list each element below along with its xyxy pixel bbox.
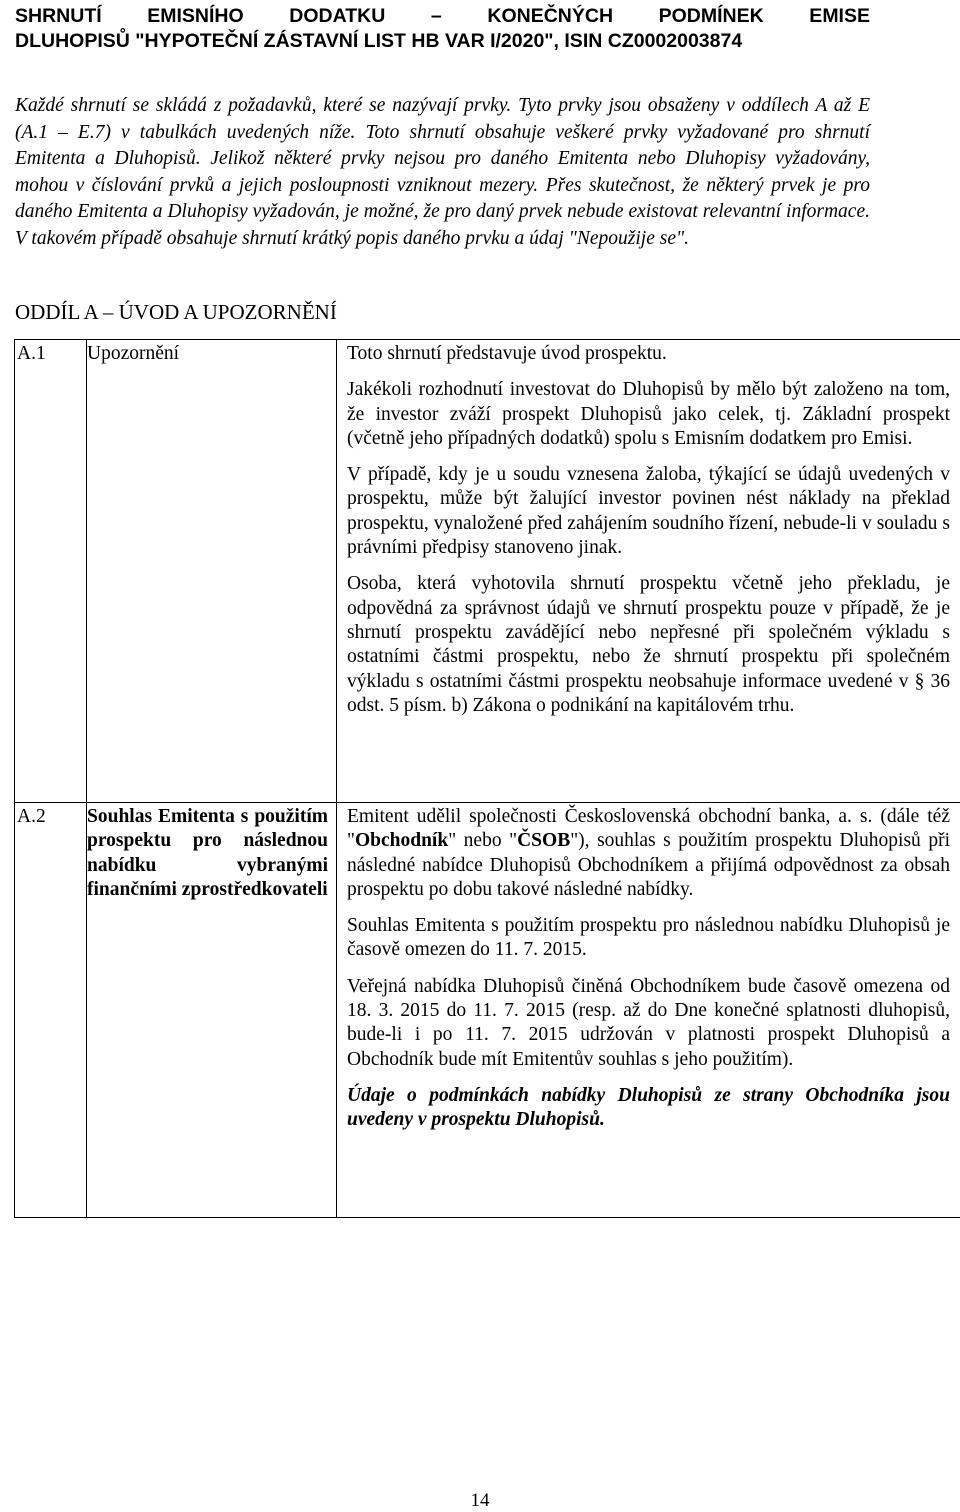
- intro-paragraph: Každé shrnutí se skládá z požadavků, které se nazývají prvky. Tyto prvky jsou obsaženy v oddílech A až E (A.1 – E.7) v tabulkách uvedených níže. Toto shrnutí obsahuje veškeré prvky vyžadované pro shrnutí Emitenta a Dluhopisů. Jelikož některé prvky nejsou pro daného Emitenta nebo Dluhopisy vyžadovány, mohou v číslování prvků a jejich posloupnosti vzniknout mezery. Přes skutečnost, že některý prvek je pro daného Emitenta a Dluhopisy vyžadován, je možné, že pro daný prvek nebude existovat relevantní informace. V takovém případě obsahuje shrnutí krátký popis daného prvku a údaj "Nepoužije se".: [15, 93, 870, 252]
- row-number: A.1: [15, 340, 87, 803]
- title-line-2: DLUHOPISŮ "HYPOTEČNÍ ZÁSTAVNÍ LIST HB VAR I/2020", ISIN CZ0002003874: [15, 29, 870, 54]
- text-run: " nebo ": [448, 830, 517, 851]
- content-paragraph: Osoba, která vyhotovila shrnutí prospektu včetně jeho překladu, je odpovědná za správnost údajů ve shrnutí prospektu pouze v případě, že je shrnutí prospektu zavádějící nebo nepřesné při společném výkladu s ostatními částmi prospektu, nebo že shrnutí prospektu při společném výkladu s ostatními částmi prospektu neobsahuje informace uvedené v § 36 odst. 5 písm. b) Zákona o podnikání na kapitálovém trhu.: [347, 572, 950, 718]
- defined-term-obchodnik: Obchodník: [355, 830, 448, 851]
- content-paragraph: Jakékoli rozhodnutí investovat do Dluhopisů by mělo být založeno na tom, že investor zváží prospekt Dluhopisů jako celek, tj. Základní prospekt (včetně jeho případných dodatků) spolu s Emisním dodatkem pro Emisi.: [347, 378, 950, 451]
- table-row-a1: [15, 340, 960, 803]
- summary-table: [14, 339, 960, 1218]
- content-paragraph-emphasis: Údaje o podmínkách nabídky Dluhopisů ze strany Obchodníka jsou uvedeny v prospektu Dluhopisů.: [347, 1084, 950, 1133]
- section-heading: ODDÍL A – ÚVOD A UPOZORNĚNÍ: [15, 299, 337, 325]
- title-line-1: SHRNUTÍ EMISNÍHO DODATKU – KONEČNÝCH PODMÍNEK EMISE: [15, 4, 870, 29]
- row-content: [337, 340, 960, 803]
- row-content: [337, 803, 960, 1218]
- content-paragraph: Souhlas Emitenta s použitím prospektu pro následnou nabídku Dluhopisů je časově omezen do 11. 7. 2015.: [347, 914, 950, 963]
- content-paragraph: V případě, kdy je u soudu vznesena žaloba, týkající se údajů uvedených v prospektu, může být žalující investor povinen nést náklady na překlad prospektu, vynaložené před zahájením soudního řízení, nebude-li v souladu s právními předpisy stanoveno jinak.: [347, 463, 950, 560]
- content-paragraph: Veřejná nabídka Dluhopisů činěná Obchodníkem bude časově omezena od 18. 3. 2015 do 11. 7. 2015 (resp. až do Dne konečné splatnosti dluhopisů, bude-li i po 11. 7. 2015 udržován v platnosti prospekt Dluhopisů a Obchodník bude mít Emitentův souhlas s jeho použitím).: [347, 975, 950, 1072]
- content-paragraph: Toto shrnutí představuje úvod prospektu.: [347, 342, 950, 366]
- text-run: "), souhlas s použitím prospektu Dluhopisů při následné nabídce Dluhopisů Obchodníkem a přijímá odpovědnost za obsah prospektu po dobu takové následné nabídky.: [347, 830, 950, 900]
- text-run: Emitent udělil společnosti Československá obchodní banka, a. s. (dále též ": [347, 806, 950, 851]
- row-number: A.2: [15, 803, 87, 1218]
- defined-term-csob: ČSOB: [517, 830, 570, 851]
- document-title: [15, 4, 870, 54]
- content-paragraph: [347, 805, 950, 902]
- table-row-a2: [15, 803, 960, 1218]
- row-label: Upozornění: [87, 340, 337, 803]
- row-label: Souhlas Emitenta s použitím prospektu pro následnou nabídku vybranými finančními zprostředkovateli: [87, 803, 337, 1218]
- page-number: 14: [0, 1490, 960, 1512]
